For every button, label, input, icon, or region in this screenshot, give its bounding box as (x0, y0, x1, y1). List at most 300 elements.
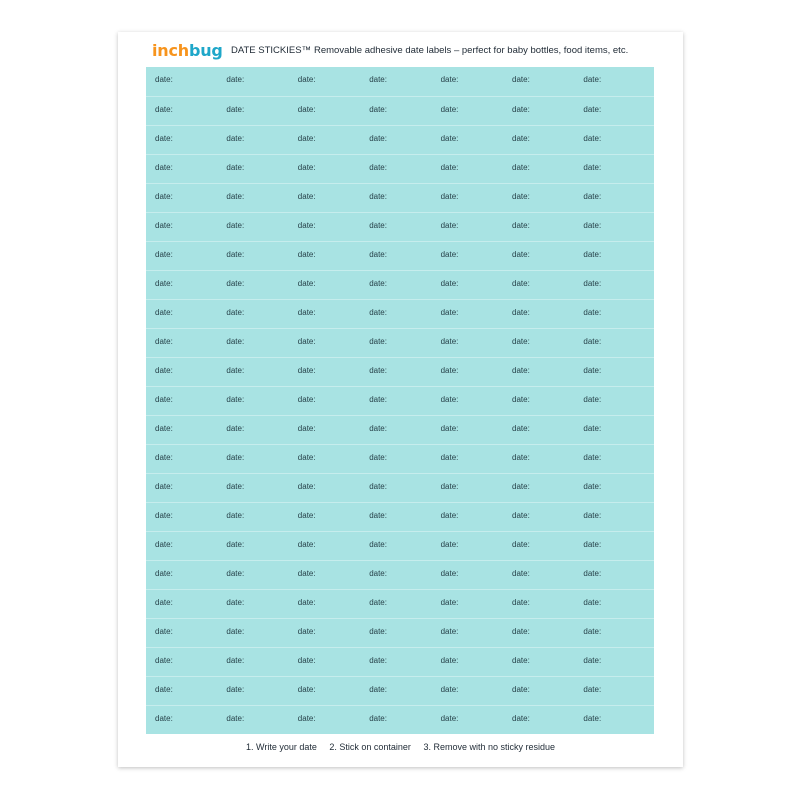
date-sticker-label: date: (512, 714, 530, 723)
date-sticker (360, 329, 432, 357)
date-sticker-label: date: (226, 105, 245, 114)
date-sticker-label: date: (440, 511, 459, 520)
date-sticker-label: date: (297, 685, 316, 694)
date-sticker-label: date: (226, 540, 245, 549)
date-sticker-label: date: (155, 424, 173, 433)
date-sticker (146, 677, 218, 705)
date-sticker (574, 387, 646, 415)
date-sticker-label: date: (369, 482, 387, 491)
date-sticker-label: date: (512, 482, 530, 491)
date-sticker (432, 213, 504, 241)
date-sticker (503, 213, 575, 241)
date-sticker-label: date: (297, 308, 316, 317)
date-sticker-label: date: (226, 685, 245, 694)
date-sticker (574, 532, 646, 560)
date-sticker-label: date: (155, 627, 173, 636)
date-sticker-label: date: (297, 75, 316, 84)
date-sticker-label: date: (226, 714, 245, 723)
date-sticker-label: date: (297, 337, 316, 346)
date-sticker-label: date: (583, 163, 602, 172)
date-sticker-label: date: (369, 685, 387, 694)
date-sticker (146, 619, 218, 647)
date-sticker-label: date: (583, 134, 602, 143)
date-sticker-label: date: (512, 337, 530, 346)
date-sticker (289, 677, 361, 705)
date-sticker-label: date: (440, 453, 459, 462)
date-sticker (360, 242, 432, 270)
date-sticker-label: date: (155, 221, 173, 230)
date-sticker-label: date: (226, 337, 245, 346)
date-sticker (360, 532, 432, 560)
date-sticker-label: date: (297, 395, 316, 404)
date-sticker (574, 358, 646, 386)
date-sticker (574, 706, 646, 734)
date-sticker-label: date: (512, 192, 530, 201)
sticker-row (146, 67, 654, 95)
date-sticker (432, 329, 504, 357)
date-sticker (289, 97, 361, 125)
date-sticker-label: date: (369, 337, 387, 346)
date-sticker (432, 503, 504, 531)
date-sticker-label: date: (297, 250, 316, 259)
sticker-row (146, 357, 654, 386)
sticker-row (146, 125, 654, 154)
date-sticker-label: date: (512, 511, 530, 520)
date-sticker (574, 590, 646, 618)
date-sticker-label: date: (440, 250, 459, 259)
date-sticker-label: date: (369, 192, 387, 201)
date-sticker-label: date: (297, 105, 316, 114)
date-sticker-label: date: (226, 163, 245, 172)
date-sticker-label: date: (583, 279, 602, 288)
date-sticker-label: date: (440, 221, 459, 230)
date-sticker-label: date: (155, 685, 173, 694)
date-sticker (432, 648, 504, 676)
date-sticker (503, 532, 575, 560)
date-sticker (360, 387, 432, 415)
date-sticker-label: date: (155, 598, 173, 607)
date-sticker (503, 358, 575, 386)
date-sticker (289, 532, 361, 560)
date-sticker-label: date: (440, 163, 459, 172)
instruction-step-1: 1. Write your date (245, 742, 317, 752)
date-sticker (432, 445, 504, 473)
date-sticker-label: date: (226, 250, 245, 259)
date-sticker-label: date: (226, 569, 245, 578)
date-sticker (146, 329, 218, 357)
date-sticker (289, 300, 361, 328)
date-sticker-label: date: (512, 627, 530, 636)
date-sticker (217, 706, 289, 734)
date-sticker-label: date: (297, 453, 316, 462)
date-sticker-label: date: (583, 105, 602, 114)
date-sticker (217, 358, 289, 386)
date-sticker (360, 445, 432, 473)
date-sticker (217, 590, 289, 618)
sticker-row (146, 705, 654, 734)
date-sticker (503, 387, 575, 415)
date-sticker-label: date: (297, 627, 316, 636)
label-sheet (118, 32, 683, 767)
date-sticker-label: date: (155, 511, 173, 520)
date-sticker (217, 503, 289, 531)
date-sticker (360, 416, 432, 444)
date-sticker (217, 213, 289, 241)
date-sticker (146, 358, 218, 386)
sticker-area (146, 67, 654, 734)
date-sticker-label: date: (369, 424, 387, 433)
date-sticker-label: date: (440, 685, 459, 694)
product-title: DATE STICKIES™ (231, 45, 312, 56)
date-sticker (360, 706, 432, 734)
date-sticker-label: date: (440, 134, 459, 143)
date-sticker (360, 590, 432, 618)
date-sticker (574, 416, 646, 444)
date-sticker-label: date: (583, 221, 602, 230)
date-sticker-label: date: (512, 279, 530, 288)
brand-logo (152, 41, 223, 61)
date-sticker-label: date: (297, 482, 316, 491)
date-sticker (289, 474, 361, 502)
date-sticker-label: date: (440, 366, 459, 375)
date-sticker-label: date: (297, 598, 316, 607)
date-sticker (574, 67, 646, 95)
date-sticker-label: date: (583, 366, 602, 375)
date-sticker-label: date: (369, 134, 387, 143)
date-sticker (503, 97, 575, 125)
date-sticker (146, 590, 218, 618)
date-sticker-label: date: (512, 75, 530, 84)
date-sticker-label: date: (583, 482, 602, 491)
date-sticker (217, 67, 289, 95)
date-sticker-label: date: (583, 453, 602, 462)
date-sticker (289, 126, 361, 154)
date-sticker (289, 155, 361, 183)
date-sticker-label: date: (297, 134, 316, 143)
date-sticker (360, 126, 432, 154)
date-sticker-label: date: (369, 75, 387, 84)
sticker-row (146, 647, 654, 676)
brand-logo-inch: inch (152, 41, 189, 60)
date-sticker (146, 648, 218, 676)
date-sticker (289, 706, 361, 734)
date-sticker-label: date: (226, 75, 245, 84)
date-sticker (289, 445, 361, 473)
date-sticker (146, 387, 218, 415)
sticker-row (146, 618, 654, 647)
date-sticker (289, 648, 361, 676)
date-sticker (574, 300, 646, 328)
instruction-step-3: 3. Remove with no sticky residue (423, 742, 555, 752)
date-sticker-label: date: (155, 192, 173, 201)
date-sticker (432, 126, 504, 154)
sticker-row (146, 96, 654, 125)
date-sticker-label: date: (155, 308, 173, 317)
date-sticker-label: date: (440, 424, 459, 433)
sticker-grid (146, 67, 654, 734)
date-sticker (574, 271, 646, 299)
instruction-step-2: 2. Stick on container (329, 742, 411, 752)
date-sticker-label: date: (369, 105, 387, 114)
date-sticker-label: date: (512, 250, 530, 259)
date-sticker-label: date: (226, 221, 245, 230)
date-sticker (574, 445, 646, 473)
brand-logo-bug: bug (188, 41, 223, 60)
date-sticker-label: date: (369, 366, 387, 375)
sticker-row (146, 473, 654, 502)
date-sticker-label: date: (297, 540, 316, 549)
date-sticker (574, 126, 646, 154)
date-sticker (289, 387, 361, 415)
date-sticker (360, 677, 432, 705)
date-sticker (432, 155, 504, 183)
date-sticker-label: date: (155, 337, 173, 346)
date-sticker-label: date: (155, 163, 173, 172)
sticker-row (146, 589, 654, 618)
date-sticker-label: date: (583, 656, 602, 665)
date-sticker-label: date: (440, 192, 459, 201)
sticker-row (146, 270, 654, 299)
date-sticker (217, 329, 289, 357)
date-sticker (574, 648, 646, 676)
date-sticker (217, 271, 289, 299)
date-sticker (360, 271, 432, 299)
date-sticker-label: date: (226, 134, 245, 143)
date-sticker (146, 126, 218, 154)
date-sticker (503, 242, 575, 270)
date-sticker-label: date: (512, 163, 530, 172)
date-sticker-label: date: (369, 308, 387, 317)
sticker-row (146, 676, 654, 705)
date-sticker (217, 561, 289, 589)
date-sticker-label: date: (583, 598, 602, 607)
date-sticker (503, 445, 575, 473)
sticker-row (146, 241, 654, 270)
date-sticker-label: date: (369, 511, 387, 520)
date-sticker (574, 184, 646, 212)
date-sticker (432, 416, 504, 444)
date-sticker-label: date: (226, 482, 245, 491)
date-sticker (146, 242, 218, 270)
date-sticker-label: date: (583, 192, 602, 201)
sticker-row (146, 386, 654, 415)
date-sticker (574, 329, 646, 357)
product-description: Removable adhesive date labels – perfect for baby bottles, food items, etc. (314, 45, 629, 56)
date-sticker (503, 300, 575, 328)
date-sticker-label: date: (583, 627, 602, 636)
date-sticker-label: date: (583, 250, 602, 259)
sticker-row (146, 560, 654, 589)
date-sticker-label: date: (155, 75, 173, 84)
date-sticker (574, 677, 646, 705)
date-sticker (432, 358, 504, 386)
date-sticker-label: date: (297, 424, 316, 433)
date-sticker (146, 474, 218, 502)
date-sticker-label: date: (297, 221, 316, 230)
date-sticker-label: date: (155, 366, 173, 375)
date-sticker-label: date: (512, 221, 530, 230)
date-sticker-label: date: (297, 656, 316, 665)
date-sticker (503, 67, 575, 95)
date-sticker (503, 619, 575, 647)
date-sticker-label: date: (369, 598, 387, 607)
date-sticker (432, 474, 504, 502)
date-sticker (574, 619, 646, 647)
date-sticker (503, 706, 575, 734)
date-sticker-label: date: (155, 279, 173, 288)
date-sticker (360, 300, 432, 328)
sticker-row (146, 299, 654, 328)
date-sticker (217, 677, 289, 705)
date-sticker (289, 242, 361, 270)
date-sticker (217, 242, 289, 270)
date-sticker-label: date: (226, 308, 245, 317)
sticker-row (146, 183, 654, 212)
date-sticker-label: date: (155, 395, 173, 404)
date-sticker (360, 97, 432, 125)
date-sticker (217, 184, 289, 212)
date-sticker-label: date: (512, 366, 530, 375)
date-sticker (503, 184, 575, 212)
date-sticker (432, 242, 504, 270)
date-sticker (574, 213, 646, 241)
date-sticker (360, 648, 432, 676)
date-sticker (574, 474, 646, 502)
date-sticker (146, 706, 218, 734)
date-sticker (146, 184, 218, 212)
date-sticker-label: date: (583, 424, 602, 433)
date-sticker-label: date: (512, 308, 530, 317)
date-sticker-label: date: (226, 192, 245, 201)
date-sticker-label: date: (369, 279, 387, 288)
date-sticker (146, 532, 218, 560)
date-sticker (146, 97, 218, 125)
date-sticker-label: date: (297, 163, 316, 172)
date-sticker-label: date: (369, 540, 387, 549)
date-sticker (360, 184, 432, 212)
date-sticker-label: date: (440, 75, 459, 84)
date-sticker-label: date: (583, 75, 602, 84)
sticker-row (146, 212, 654, 241)
date-sticker-label: date: (155, 714, 173, 723)
date-sticker (146, 67, 218, 95)
date-sticker-label: date: (226, 424, 245, 433)
date-sticker (146, 155, 218, 183)
date-sticker (503, 648, 575, 676)
date-sticker (360, 67, 432, 95)
date-sticker-label: date: (226, 627, 245, 636)
date-sticker (574, 561, 646, 589)
date-sticker-label: date: (155, 453, 173, 462)
date-sticker-label: date: (440, 395, 459, 404)
date-sticker-label: date: (155, 540, 173, 549)
date-sticker (432, 67, 504, 95)
date-sticker-label: date: (369, 163, 387, 172)
date-sticker (217, 155, 289, 183)
date-sticker-label: date: (297, 192, 316, 201)
date-sticker-label: date: (297, 714, 316, 723)
date-sticker-label: date: (155, 656, 173, 665)
date-sticker-label: date: (226, 656, 245, 665)
date-sticker-label: date: (512, 569, 530, 578)
date-sticker (360, 474, 432, 502)
date-sticker-label: date: (155, 569, 173, 578)
date-sticker (217, 474, 289, 502)
instructions-footer (118, 741, 683, 753)
date-sticker (432, 561, 504, 589)
date-sticker (146, 300, 218, 328)
date-sticker (289, 213, 361, 241)
date-sticker (217, 619, 289, 647)
date-sticker (503, 126, 575, 154)
date-sticker (217, 445, 289, 473)
date-sticker (217, 532, 289, 560)
date-sticker-label: date: (297, 366, 316, 375)
date-sticker (360, 503, 432, 531)
date-sticker (574, 242, 646, 270)
date-sticker (360, 619, 432, 647)
date-sticker (289, 271, 361, 299)
date-sticker (503, 677, 575, 705)
date-sticker (360, 213, 432, 241)
date-sticker-label: date: (512, 105, 530, 114)
date-sticker (432, 387, 504, 415)
date-sticker (574, 155, 646, 183)
date-sticker (503, 561, 575, 589)
date-sticker (503, 474, 575, 502)
date-sticker (217, 97, 289, 125)
date-sticker (289, 619, 361, 647)
date-sticker-label: date: (155, 250, 173, 259)
date-sticker (217, 416, 289, 444)
date-sticker-label: date: (369, 453, 387, 462)
date-sticker (432, 184, 504, 212)
date-sticker (432, 677, 504, 705)
date-sticker (503, 503, 575, 531)
date-sticker (503, 416, 575, 444)
date-sticker (574, 97, 646, 125)
date-sticker-label: date: (512, 424, 530, 433)
date-sticker-label: date: (155, 482, 173, 491)
date-sticker-label: date: (440, 308, 459, 317)
date-sticker-label: date: (369, 221, 387, 230)
date-sticker-label: date: (583, 569, 602, 578)
date-sticker (503, 329, 575, 357)
date-sticker-label: date: (512, 598, 530, 607)
date-sticker (146, 503, 218, 531)
date-sticker (360, 155, 432, 183)
date-sticker (503, 155, 575, 183)
date-sticker (146, 416, 218, 444)
date-sticker-label: date: (440, 105, 459, 114)
date-sticker-label: date: (512, 656, 530, 665)
date-sticker-label: date: (583, 714, 602, 723)
date-sticker-label: date: (369, 714, 387, 723)
date-sticker-label: date: (226, 279, 245, 288)
date-sticker (146, 561, 218, 589)
date-sticker-label: date: (297, 511, 316, 520)
date-sticker (289, 329, 361, 357)
date-sticker-label: date: (155, 105, 173, 114)
date-sticker (432, 97, 504, 125)
date-sticker-label: date: (226, 366, 245, 375)
date-sticker-label: date: (512, 134, 530, 143)
date-sticker-label: date: (583, 511, 602, 520)
date-sticker (432, 300, 504, 328)
sticker-row (146, 154, 654, 183)
date-sticker-label: date: (440, 714, 459, 723)
date-sticker (574, 503, 646, 531)
